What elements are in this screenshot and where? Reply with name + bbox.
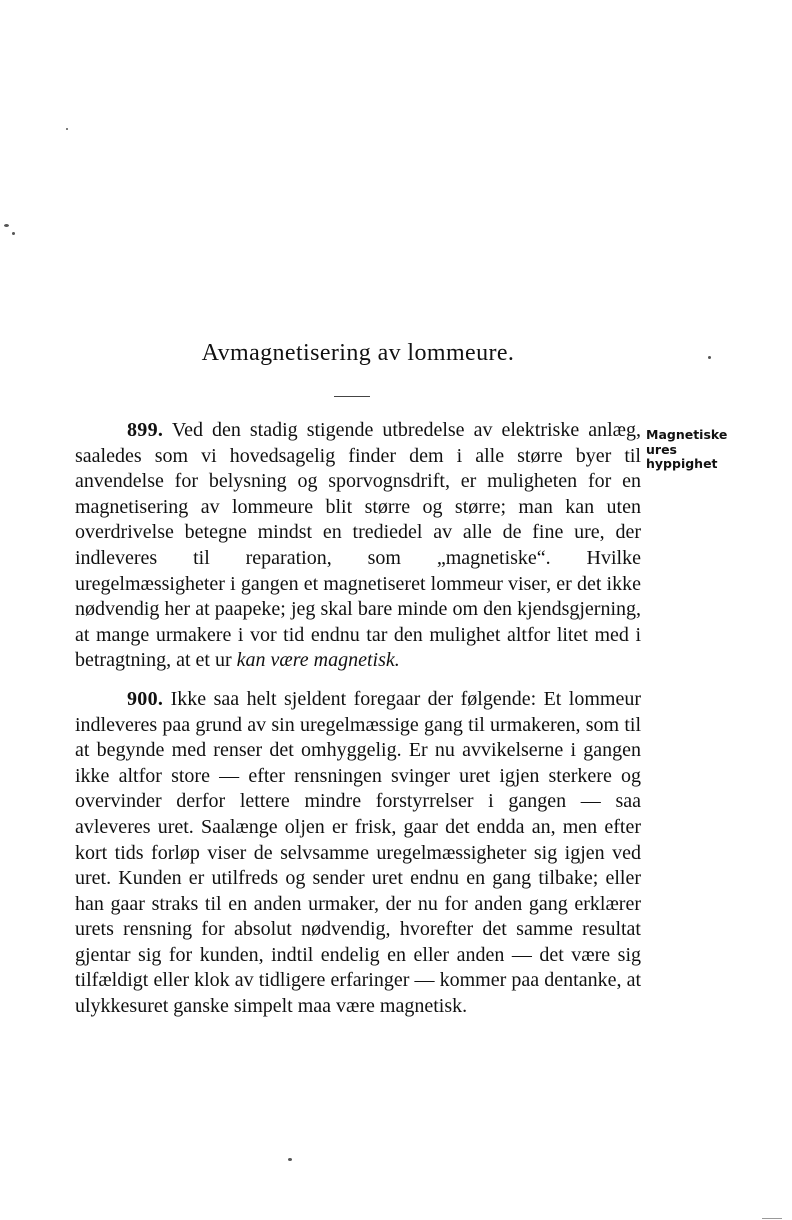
scan-speck: [66, 128, 68, 130]
paragraph-text: Ikke saa helt sjeldent foregaar der følgende: Et lommeur indleveres paa grund av sin uregelmæssige gang til urmakeren, som til at begynde med renser det omhyggelig. Er nu avvikelserne i gangen ikke altfor store — efter rensningen svinger uret igjen sterkere og overvinder derfor lettere mindre forstyrrelser i gangen — saa avleveres uret. Saalænge oljen er frisk, gaar det endda an, men efter kort tids forløp viser de selvsamme uregelmæssigheter sig igjen ved uret. Kunden er utilfreds og sender uret endnu en gang tilbake; eller han gaar straks til en anden urmaker, der nu for anden gang erklærer urets rensning for absolut nødvendig, hvorefter det samme resultat gjentar sig for kunden, indtil endelig en eller anden — det være sig tilfældigt eller klok av tidligere erfaringer — kommer paa dentanke, at ulykkesuret ganske simpelt maa være magnetisk.: [75, 687, 641, 1018]
margin-note-line: Magnetiske: [646, 427, 728, 442]
paragraph-text: Ved den stadig stigende utbredelse av elektriske anlæg, saaledes som vi hovedsagelig finder dem i alle større byer til anvendelse for belysning og sporvognsdrift, er muligheten for en magnetisering av lommeure blit større og større; man kan uten overdrivelse betegne mindst en trediedel av alle de fine ure, der indleveres til reparation, som „magnetiske“. Hvilke uregelmæssigheter i gangen et magnetiseret lommeur viser, er det ikke nødvendig her at paapeke; jeg skal bare minde om den kjendsgjerning, at mange urmakere i vor tid endnu tar den mulighet altfor litet med i betragtning, at et ur: [75, 419, 641, 672]
scan-speck: [12, 232, 15, 235]
paragraph-number: 899.: [127, 419, 164, 441]
body-text: [75, 418, 641, 1020]
paragraph-899: [75, 418, 641, 674]
margin-note: [646, 428, 786, 472]
scan-speck: [288, 1158, 292, 1161]
scan-speck: [762, 1218, 782, 1219]
paragraph-900: [75, 687, 641, 1020]
margin-note-line: hyppighet: [646, 456, 718, 471]
paragraph-italic-text: kan være magnetisk.: [236, 649, 400, 672]
margin-note-line: ures: [646, 441, 677, 457]
title-divider: [334, 396, 370, 397]
scan-speck: [708, 356, 711, 359]
paragraph-number: 900.: [127, 687, 164, 710]
section-title: Avmagnetisering av lommeure.: [201, 340, 515, 366]
scan-speck: [4, 224, 9, 227]
